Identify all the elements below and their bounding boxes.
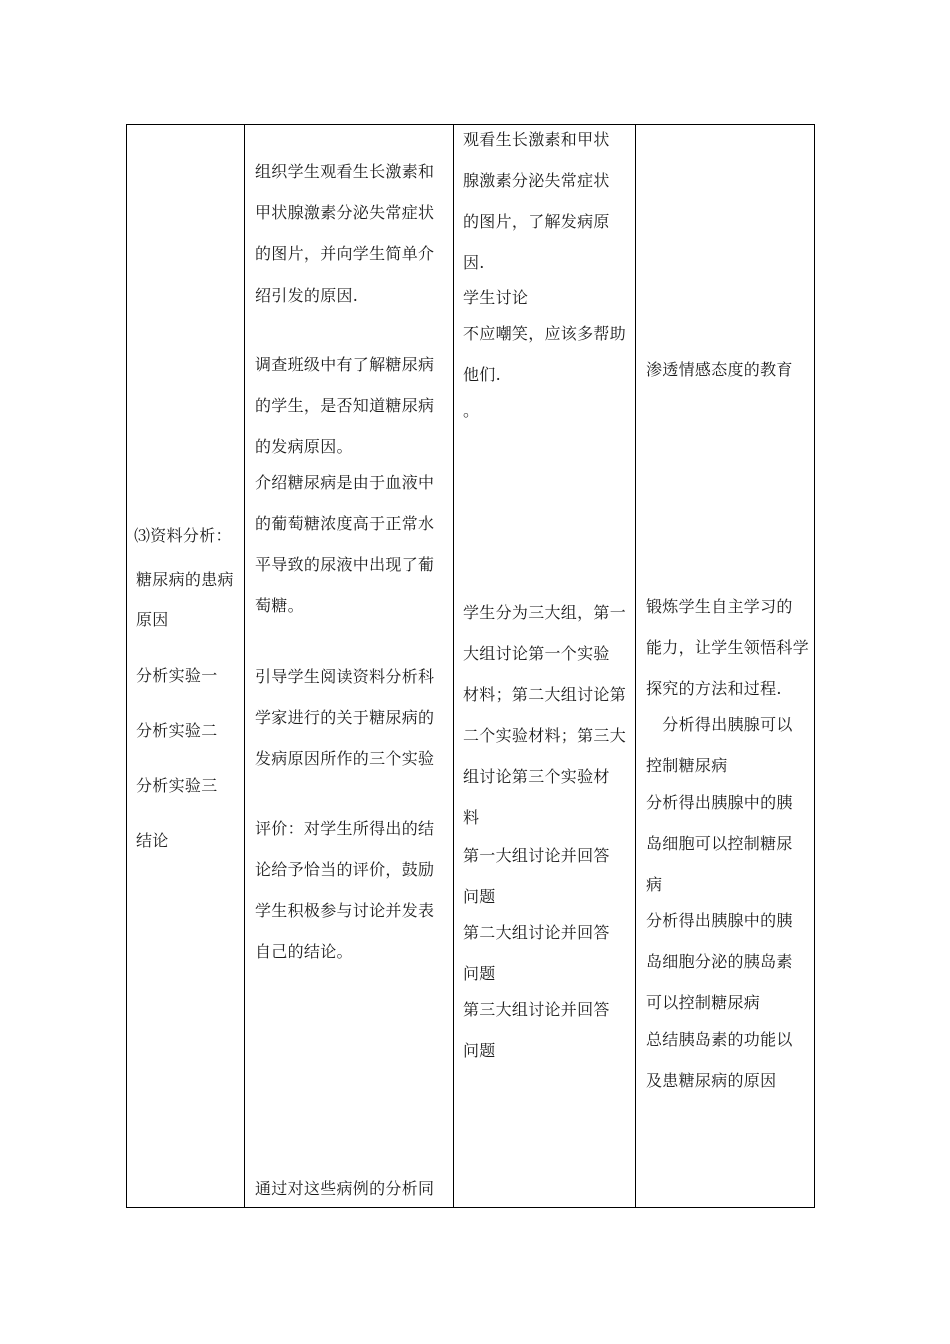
column-content — [127, 125, 245, 1207]
student-text-line: 第二大组讨论并回答 — [463, 923, 610, 942]
student-text-line: 。 — [463, 401, 480, 420]
intent-text-line: 探究的方法和过程. — [646, 679, 782, 698]
section-title-line-3: 原因 — [136, 610, 169, 629]
intent-text-line: 能力，让学生领悟科学 — [646, 638, 810, 657]
student-text-line: 他们. — [463, 365, 501, 384]
teacher-text-line: 通过对这些病例的分析同 — [255, 1179, 435, 1198]
student-text-line: 学生分为三大组，第一 — [463, 603, 627, 622]
teacher-text-line: 介绍糖尿病是由于血液中 — [255, 473, 435, 492]
section-title-line-1: ⑶资料分析： — [134, 526, 232, 545]
student-text-line: 问题 — [463, 1041, 496, 1060]
intent-text-line: 分析得出胰腺可以 — [646, 715, 793, 734]
column-student-activity — [454, 125, 636, 1207]
teacher-text-line: 调查班级中有了解糖尿病 — [255, 355, 435, 374]
student-text-line: 大组讨论第一个实验 — [463, 644, 610, 663]
intent-text-line: 控制糖尿病 — [646, 756, 728, 775]
teacher-text-line: 的图片，并向学生简单介 — [255, 244, 435, 263]
intent-text-line: 渗透情感态度的教育 — [646, 360, 793, 379]
teacher-text-line: 评价：对学生所得出的结 — [255, 819, 435, 838]
student-text-line: 问题 — [463, 964, 496, 983]
student-text-line: 组讨论第三个实验材 — [463, 767, 610, 786]
teacher-text-line: 学家进行的关于糖尿病的 — [255, 708, 435, 727]
student-text-line: 因. — [463, 253, 485, 272]
student-text-line: 腺激素分泌失常症状 — [463, 171, 610, 190]
teacher-text-line: 的发病原因。 — [255, 437, 353, 456]
teacher-text-line: 的学生，是否知道糖尿病 — [255, 396, 435, 415]
teacher-text-line: 平导致的尿液中出现了葡 — [255, 555, 435, 574]
lesson-plan-table — [126, 124, 815, 1208]
teacher-text-line: 论给予恰当的评价，鼓励 — [255, 860, 435, 879]
student-text-line: 二个实验材料；第三大 — [463, 726, 627, 745]
intent-text-line: 总结胰岛素的功能以 — [646, 1030, 793, 1049]
column-design-intent — [636, 125, 815, 1207]
teacher-text-line: 发病原因所作的三个实验 — [255, 749, 435, 768]
student-text-line: 料 — [463, 808, 480, 827]
intent-text-line: 锻炼学生自主学习的 — [646, 597, 793, 616]
intent-text-line: 及患糖尿病的原因 — [646, 1071, 777, 1090]
intent-text-line: 可以控制糖尿病 — [646, 993, 761, 1012]
student-text-line: 的图片，了解发病原 — [463, 212, 610, 231]
teacher-text-line: 引导学生阅读资料分析科 — [255, 667, 435, 686]
student-text-line: 问题 — [463, 887, 496, 906]
student-text-line: 学生讨论 — [463, 288, 529, 307]
teacher-text-line: 绍引发的原因. — [255, 286, 359, 305]
teacher-text-line: 自己的结论。 — [255, 942, 353, 961]
intent-text-line: 岛细胞可以控制糖尿 — [646, 834, 793, 853]
conclusion-label: 结论 — [136, 831, 169, 850]
student-text-line: 材料；第二大组讨论第 — [463, 685, 627, 704]
teacher-text-line: 的葡萄糖浓度高于正常水 — [255, 514, 435, 533]
teacher-text-line: 萄糖。 — [255, 596, 304, 615]
section-title-line-2: 糖尿病的患病 — [136, 570, 234, 589]
intent-text-line: 病 — [646, 875, 663, 894]
teacher-text-line: 组织学生观看生长激素和 — [255, 162, 435, 181]
intent-text-line: 分析得出胰腺中的胰 — [646, 911, 793, 930]
student-text-line: 观看生长激素和甲状 — [463, 130, 610, 149]
intent-text-line: 岛细胞分泌的胰岛素 — [646, 952, 793, 971]
experiment-1-label: 分析实验一 — [136, 666, 218, 685]
student-text-line: 第一大组讨论并回答 — [463, 846, 610, 865]
experiment-2-label: 分析实验二 — [136, 721, 218, 740]
intent-text-line: 分析得出胰腺中的胰 — [646, 793, 793, 812]
teacher-text-line: 甲状腺激素分泌失常症状 — [255, 203, 435, 222]
student-text-line: 第三大组讨论并回答 — [463, 1000, 610, 1019]
student-text-line: 不应嘲笑，应该多帮助 — [463, 324, 627, 343]
teacher-text-line: 学生积极参与讨论并发表 — [255, 901, 435, 920]
column-teacher-activity — [245, 125, 454, 1207]
experiment-3-label: 分析实验三 — [136, 776, 218, 795]
